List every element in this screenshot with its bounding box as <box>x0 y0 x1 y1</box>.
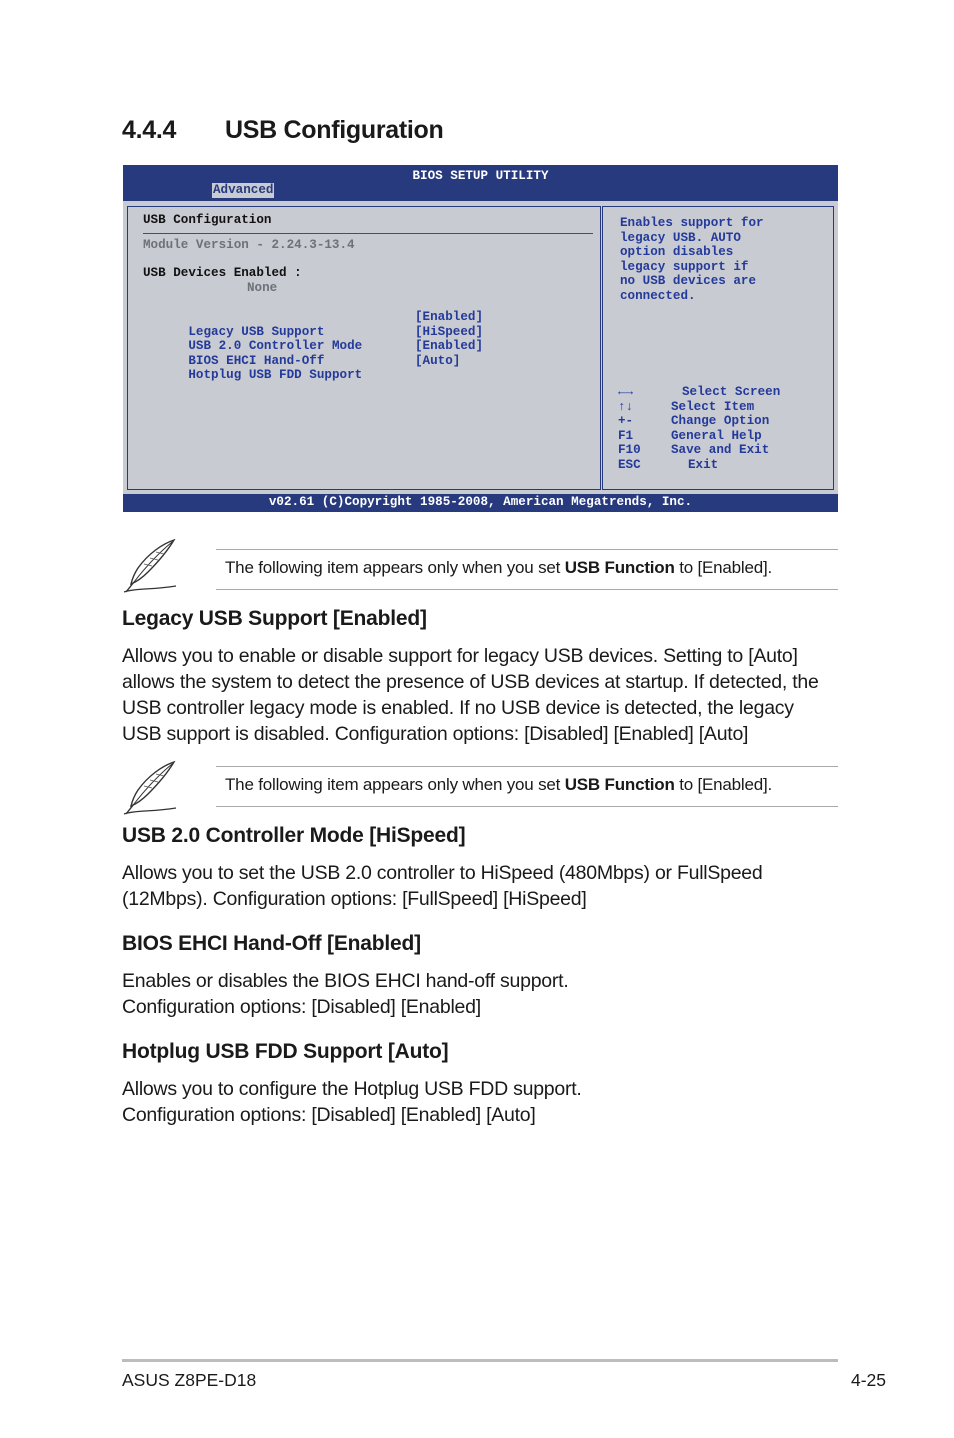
note-rule-top <box>216 766 838 767</box>
key-desc: General Help <box>671 428 762 443</box>
bios-option-label: Hotplug USB FDD Support <box>188 368 363 382</box>
note-text <box>225 775 772 795</box>
text-line: Allows you to set the USB 2.0 controller to HiSpeed (480Mbps) or FullSpeed <box>122 862 763 884</box>
bios-screen <box>123 165 838 512</box>
page-footer-rule <box>122 1359 838 1362</box>
note-bold: USB Function <box>564 558 675 577</box>
note-bold: USB Function <box>564 775 675 794</box>
item-description-legacy-usb <box>122 643 844 747</box>
text-line: Enables or disables the BIOS EHCI hand-off support. <box>122 970 569 992</box>
item-description-usb2-mode <box>122 860 844 912</box>
key-plus-minus: +- <box>618 414 634 428</box>
bios-option-value[interactable]: [Enabled] <box>415 339 484 353</box>
item-heading-usb2-mode: USB 2.0 Controller Mode [HiSpeed] <box>122 824 466 847</box>
bios-help-text <box>620 216 764 303</box>
key-desc: Change Option <box>671 414 770 428</box>
note-prefix: The following item appears only when you set <box>225 775 565 794</box>
feather-pen-icon <box>122 760 178 816</box>
key-f1: F1 <box>618 428 634 443</box>
bios-option-value[interactable]: [Auto] <box>415 353 461 368</box>
help-line: legacy USB. AUTO <box>620 230 741 245</box>
note-prefix: The following item appears only when you set <box>225 558 565 577</box>
text-line: Allows you to enable or disable support for legacy USB devices. Setting to [Auto] <box>122 645 798 667</box>
bios-help-panel <box>602 206 834 490</box>
bios-settings-panel <box>127 206 601 490</box>
item-heading-hotplug-fdd: Hotplug USB FDD Support [Auto] <box>122 1040 449 1063</box>
help-line: connected. <box>620 288 696 303</box>
note-suffix: to [Enabled]. <box>674 775 773 794</box>
note-rule-bottom <box>216 589 838 590</box>
key-arrows-lr: ←→ <box>618 385 634 399</box>
text-line: Allows you to configure the Hotplug USB FDD support. <box>122 1078 582 1100</box>
feather-pen-icon <box>122 538 178 594</box>
help-line: legacy support if <box>620 259 749 274</box>
note-rule-top <box>216 549 838 550</box>
item-description-ehci-handoff <box>122 968 844 1020</box>
text-line: USB controller legacy mode is enabled. If no USB device is detected, the legacy <box>122 697 794 719</box>
item-description-hotplug-fdd <box>122 1076 844 1128</box>
key-desc: Select Item <box>671 399 755 414</box>
key-desc: Exit <box>688 457 719 472</box>
text-line: (12Mbps). Configuration options: [FullSpeed] [HiSpeed] <box>122 888 587 910</box>
bios-option-value[interactable]: [Enabled] <box>415 310 484 324</box>
key-arrows-ud: ↑↓ <box>618 399 634 414</box>
bios-option-value[interactable]: [HiSpeed] <box>415 324 484 339</box>
bios-devices-label: USB Devices Enabled : <box>143 266 302 280</box>
key-desc: Select Screen <box>682 385 781 399</box>
bios-footer: v02.61 (C)Copyright 1985-2008, American Megatrends, Inc. <box>123 494 838 512</box>
bios-panel-divider <box>143 233 593 234</box>
section-heading <box>122 116 443 145</box>
note-text <box>225 558 772 578</box>
bios-header <box>123 165 838 201</box>
bios-tab-advanced[interactable]: Advanced <box>213 183 274 197</box>
bios-module-version: Module Version - 2.24.3-13.4 <box>143 238 355 252</box>
item-heading-legacy-usb: Legacy USB Support [Enabled] <box>122 607 427 630</box>
bios-option-label: BIOS EHCI Hand-Off <box>188 353 325 368</box>
section-title: USB Configuration <box>225 116 444 144</box>
text-line: Configuration options: [Disabled] [Enabled] [Auto] <box>122 1104 536 1126</box>
text-line: allows the system to detect the presence of USB devices at startup. If detected, the <box>122 671 819 693</box>
key-f10: F10 <box>618 443 641 457</box>
help-line: no USB devices are <box>620 274 757 288</box>
key-desc: Save and Exit <box>671 443 770 457</box>
footer-product-name: ASUS Z8PE-D18 <box>122 1370 257 1390</box>
bios-option-hotplug-fdd[interactable] <box>143 354 362 398</box>
help-line: Enables support for <box>620 216 764 230</box>
text-line: Configuration options: [Disabled] [Enabled] <box>122 996 481 1018</box>
bios-title: BIOS SETUP UTILITY <box>412 169 549 183</box>
bios-option-label: USB 2.0 Controller Mode <box>188 339 363 353</box>
item-heading-ehci-handoff: BIOS EHCI Hand-Off [Enabled] <box>122 932 421 955</box>
bios-option-label: Legacy USB Support <box>188 324 325 339</box>
section-number: 4.4.4 <box>122 116 177 144</box>
footer-page-number: 4-25 <box>850 1370 886 1390</box>
text-line: USB support is disabled. Configuration options: [Disabled] [Enabled] [Auto] <box>122 723 749 745</box>
note-suffix: to [Enabled]. <box>674 558 773 577</box>
bios-panel-title: USB Configuration <box>143 213 272 227</box>
bios-devices-value: None <box>247 281 278 295</box>
key-esc: ESC <box>618 457 641 472</box>
note-rule-bottom <box>216 806 838 807</box>
help-line: option disables <box>620 245 734 259</box>
